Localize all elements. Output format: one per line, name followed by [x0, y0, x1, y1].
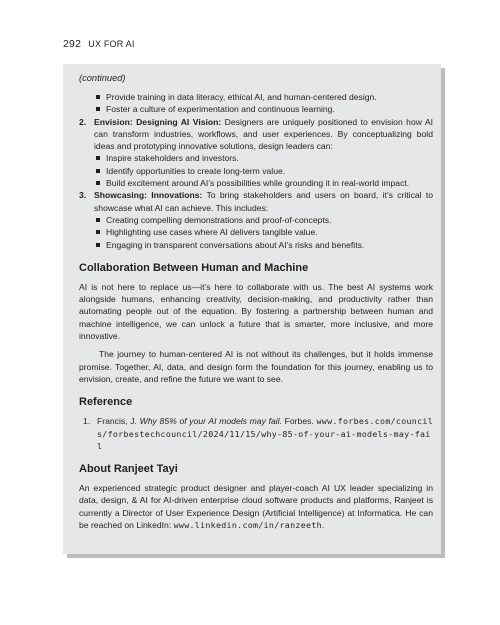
running-head — [63, 38, 135, 50]
numbered-item-3 — [79, 189, 433, 250]
about-text: An experienced strategic product designer and player-coach AI UX leader specializing in data, design, & AI for AI-driven enterprise cloud software products and platforms, Ranjeet is currently a Director of User Experience Design (Artificial Intelligence) at Informatica. He can be reached on LinkedIn: — [79, 483, 433, 531]
collaboration-paragraph-2: The journey to human-centered AI is not without its challenges, but it holds immense promise. Together, AI, data, and design form the foundation for this journey, enabling us to envision, create, and refine the future we want to see. — [79, 349, 433, 384]
item-text: To bring stakeholders and users on board, it’s critical to showcase what AI can achieve. This includes: — [94, 190, 433, 213]
list-item: Build excitement around AI’s possibilities while grounding it in real-world impact. — [94, 177, 433, 189]
list-item: Creating compelling demonstrations and proof-of-concepts. — [94, 214, 433, 226]
collaboration-paragraph-1: AI is not here to replace us—it’s here to collaborate with us. The best AI systems work alongside humans, enhancing creativity, decision-making, and productivity rather than automating people out of the equation. By fostering a partnership between human and machine intelligence, we can unlock a future that is smarter, more inclusive, and more innovative. — [79, 281, 433, 342]
linkedin-url[interactable]: www.linkedin.com/in/ranzeeth — [173, 520, 322, 531]
item-lead: Envision: Designing AI Vision: — [94, 116, 222, 127]
item-bullet-list — [94, 214, 433, 251]
reference-author: Francis, J. — [97, 416, 137, 427]
item-lead: Showcasing: Innovations: — [94, 190, 203, 201]
item-number: 3. — [79, 190, 87, 201]
list-item: Highlighting use cases where AI delivers tangible value. — [94, 226, 433, 238]
list-item: Provide training in data literacy, ethical AI, and human-centered design. — [94, 91, 433, 103]
running-head-section: UX FOR AI — [88, 39, 135, 49]
list-item: Engaging in transparent conversations about AI’s risks and benefits. — [94, 239, 433, 251]
item-text: Designers are uniquely positioned to envision how AI can transform industries, workflows, and user experiences. By conceptualizing bold ideas and prototyping innovative solutions, design leaders can: — [94, 116, 433, 152]
reference-heading: Reference — [79, 396, 133, 409]
about-heading: About Ranjeet Tayi — [79, 463, 178, 476]
list-item: Inspire stakeholders and investors. — [94, 152, 433, 164]
page-number: 292 — [63, 38, 82, 50]
top-bullet-list — [94, 91, 433, 116]
sidebar-box — [63, 64, 441, 554]
list-item: Foster a culture of experimentation and continuous learning. — [94, 103, 433, 115]
reference-entry — [79, 415, 433, 452]
list-item: Identify opportunities to create long-term value. — [94, 165, 433, 177]
item-bullet-list — [94, 152, 433, 189]
item-number: 2. — [79, 116, 87, 127]
continued-label: (continued) — [79, 73, 126, 83]
reference-publisher: Forbes. — [284, 416, 314, 427]
reference-title: Why 85% of your AI models may fail. — [139, 416, 282, 427]
about-end: . — [321, 520, 325, 531]
collaboration-heading: Collaboration Between Human and Machine — [79, 261, 309, 274]
numbered-item-2 — [79, 116, 433, 190]
reference-url[interactable]: www.forbes.com/councils/forbestechcouncil/2024/11/15/why-85-of-your-ai-models-may-fail — [97, 416, 433, 451]
reference-number: 1. — [83, 416, 91, 427]
about-paragraph — [79, 482, 433, 531]
